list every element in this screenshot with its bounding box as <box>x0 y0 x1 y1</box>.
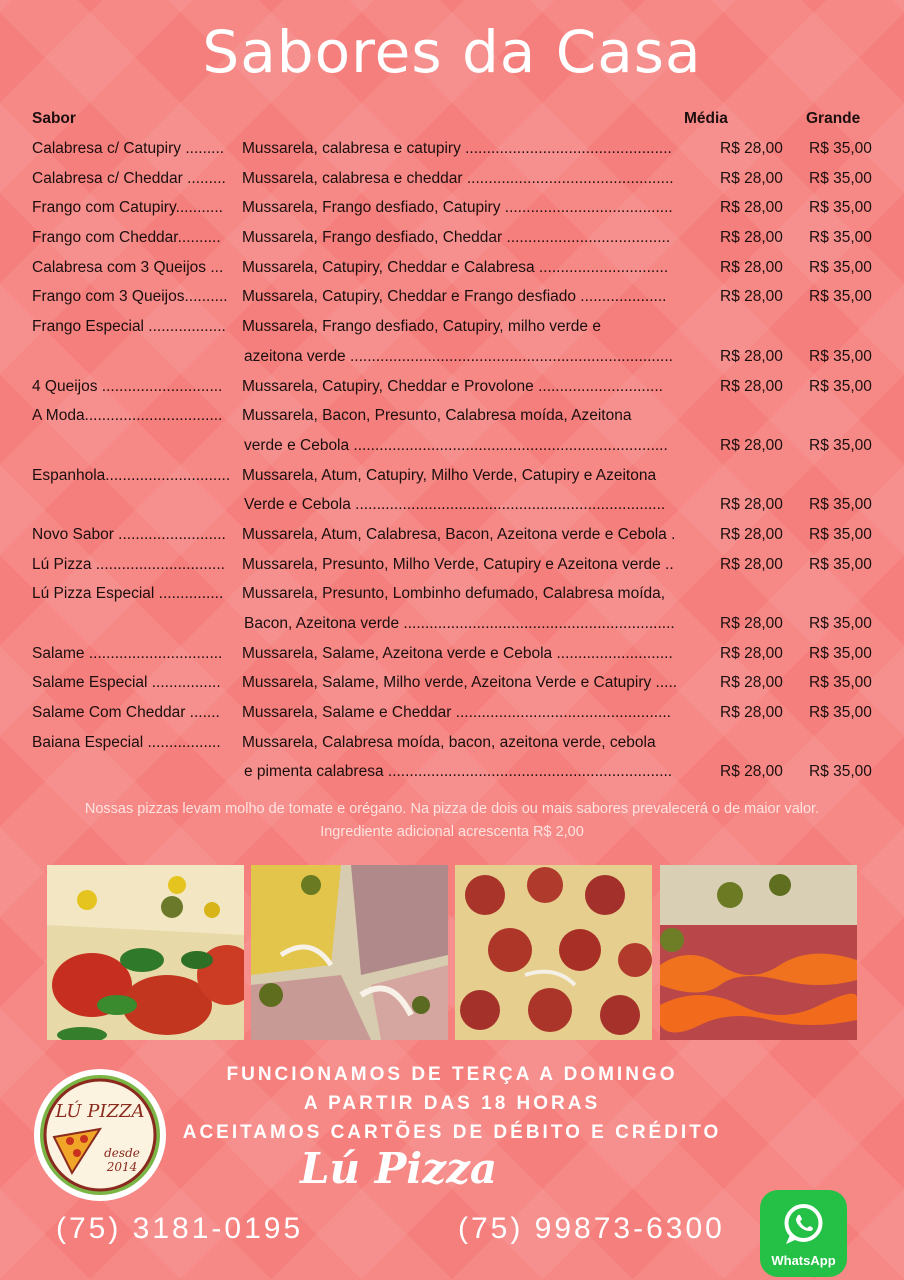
price-media: R$ 28,00 <box>720 496 783 514</box>
note-line-1: Nossas pizzas levam molho de tomate e orégano. Na pizza de dois ou mais sabores prevalecerá o de maior valor. <box>84 801 820 817</box>
flavor-ingredients: Mussarela, Frango desfiado, Catupiry, milho verde e <box>242 318 601 336</box>
flavor-name: Frango com 3 Queijos.......... <box>32 288 228 306</box>
menu-row <box>32 609 882 639</box>
flavor-ingredients: Bacon, Azeitona verde ............................................................... <box>244 615 675 632</box>
menu-row <box>32 490 882 520</box>
price-media: R$ 28,00 <box>720 555 783 573</box>
pizza-photo-peppers-olives <box>660 865 857 1040</box>
menu-row <box>32 520 882 550</box>
price-media: R$ 28,00 <box>720 704 783 722</box>
price-media: R$ 28,00 <box>720 615 783 632</box>
price-media: R$ 28,00 <box>720 347 783 365</box>
menu-row <box>32 372 882 402</box>
price-grande: R$ 35,00 <box>809 763 872 781</box>
price-grande: R$ 35,00 <box>809 674 872 692</box>
menu-row <box>32 698 882 728</box>
price-grande: R$ 35,00 <box>809 704 872 722</box>
price-media: R$ 28,00 <box>720 644 783 662</box>
flavor-ingredients: Mussarela, Atum, Calabresa, Bacon, Azeitona verde e Cebola . <box>242 525 676 543</box>
price-media: R$ 28,00 <box>720 436 783 454</box>
price-grande: R$ 35,00 <box>809 377 872 395</box>
price-media: R$ 28,00 <box>720 199 783 217</box>
phone-mobile[interactable]: (75) 99873-6300 <box>458 1212 725 1245</box>
hours-line-3: ACEITAMOS CARTÕES DE DÉBITO E CRÉDITO <box>182 1122 722 1143</box>
flavor-ingredients: Mussarela, Calabresa moída, bacon, azeitona verde, cebola <box>242 733 656 751</box>
flavor-ingredients: Mussarela, Salame, Azeitona verde e Cebola ........................... <box>242 644 673 662</box>
price-grande: R$ 35,00 <box>809 555 872 573</box>
lu-pizza-logo <box>32 1067 168 1203</box>
price-grande: R$ 35,00 <box>809 140 872 157</box>
logo-since: desde <box>104 1146 140 1160</box>
menu-row <box>32 550 882 580</box>
flavor-ingredients: Mussarela, Catupiry, Cheddar e Calabresa .............................. <box>242 258 669 276</box>
hours-line-1: FUNCIONAMOS DE TERÇA A DOMINGO <box>226 1064 678 1085</box>
flavor-name: Espanhola............................. <box>32 466 231 484</box>
phone-landline[interactable]: (75) 3181-0195 <box>56 1212 304 1245</box>
price-grande: R$ 35,00 <box>809 199 872 217</box>
flavor-ingredients: e pimenta calabresa .................................................................. <box>244 763 673 781</box>
pizza-photo-pepperoni <box>455 865 652 1040</box>
price-media: R$ 28,00 <box>720 258 783 276</box>
flavor-name: Frango com Cheddar.......... <box>32 229 221 247</box>
flavor-name: Calabresa c/ Cheddar ......... <box>32 169 226 187</box>
menu-row <box>32 461 882 491</box>
flavor-ingredients: Mussarela, Frango desfiado, Cheddar ...................................... <box>242 229 671 247</box>
flavor-name: Frango com Catupiry........... <box>32 199 223 217</box>
price-media: R$ 28,00 <box>720 288 783 306</box>
whatsapp-label: WhatsApp <box>771 1253 836 1268</box>
flavor-name: Salame Com Cheddar ....... <box>32 704 220 722</box>
logo-name: LÚ PIZZA <box>55 1101 145 1122</box>
flavor-ingredients: Mussarela, calabresa e cheddar ................................................ <box>242 169 674 187</box>
menu-row <box>32 282 882 312</box>
flavor-ingredients: Mussarela, Salame, Milho verde, Azeitona Verde e Catupiry ..... <box>242 674 678 692</box>
flavor-ingredients: Mussarela, Frango desfiado, Catupiry ....................................... <box>242 199 673 217</box>
menu-row <box>32 728 882 758</box>
pizza-photo-corn-chicken <box>251 865 448 1040</box>
price-media: R$ 28,00 <box>720 525 783 543</box>
brand-script: Lú Pizza <box>300 1144 498 1193</box>
menu-row <box>32 431 882 461</box>
price-grande: R$ 35,00 <box>809 615 872 632</box>
price-media: R$ 28,00 <box>720 377 783 395</box>
price-media: R$ 28,00 <box>720 169 783 187</box>
whatsapp-icon <box>760 1190 847 1252</box>
menu-row <box>32 342 882 372</box>
flavor-name: Lú Pizza Especial ............... <box>32 585 224 603</box>
flavor-name: Baiana Especial ................. <box>32 733 221 751</box>
menu-row <box>32 223 882 253</box>
price-media: R$ 28,00 <box>720 229 783 247</box>
price-grande: R$ 35,00 <box>809 258 872 276</box>
flavor-ingredients: Mussarela, Bacon, Presunto, Calabresa moída, Azeitona <box>242 407 632 425</box>
price-grande: R$ 35,00 <box>809 347 872 365</box>
header-sabor: Sabor <box>32 110 76 127</box>
flavor-ingredients: Verde e Cebola ........................................................................ <box>244 496 666 514</box>
flavor-ingredients: Mussarela, Presunto, Lombinho defumado, Calabresa moída, <box>242 585 666 603</box>
menu-row <box>32 134 882 164</box>
pizza-photo-tomato-basil <box>47 865 244 1040</box>
whatsapp-button[interactable] <box>760 1190 847 1277</box>
flavor-ingredients: Mussarela, Salame e Cheddar .................................................. <box>242 704 671 722</box>
flavor-ingredients: Mussarela, Atum, Catupiry, Milho Verde, Catupiry e Azeitona <box>242 466 657 484</box>
page-title: Sabores da Casa <box>202 18 702 86</box>
flavor-name: Novo Sabor ......................... <box>32 525 226 543</box>
flavor-name: Calabresa com 3 Queijos ... <box>32 258 224 276</box>
hours-line-2: A PARTIR DAS 18 HORAS <box>303 1093 601 1114</box>
flavor-ingredients: azeitona verde ........................................................................... <box>244 347 673 365</box>
menu-row <box>32 253 882 283</box>
flavor-ingredients: Mussarela, calabresa e catupiry ................................................ <box>242 140 672 157</box>
menu-row <box>32 639 882 669</box>
flavor-name: Salame Especial ................ <box>32 674 221 692</box>
logo-year: 2014 <box>106 1160 138 1174</box>
price-grande: R$ 35,00 <box>809 525 872 543</box>
flavor-ingredients: Mussarela, Catupiry, Cheddar e Provolone ............................. <box>242 377 663 395</box>
flavor-ingredients: verde e Cebola ......................................................................... <box>244 436 668 454</box>
menu-row <box>32 668 882 698</box>
pizza-photo-strip <box>47 865 857 1040</box>
price-grande: R$ 35,00 <box>809 496 872 514</box>
price-grande: R$ 35,00 <box>809 288 872 306</box>
flavor-name: 4 Queijos ............................ <box>32 377 223 395</box>
flavor-name: Salame ............................... <box>32 644 223 662</box>
flavor-ingredients: Mussarela, Presunto, Milho Verde, Catupiry e Azeitona verde .. <box>242 555 674 573</box>
flavor-name: Frango Especial .................. <box>32 318 226 336</box>
flavor-ingredients: Mussarela, Catupiry, Cheddar e Frango desfiado .................... <box>242 288 667 306</box>
price-media: R$ 28,00 <box>720 763 783 781</box>
price-media: R$ 28,00 <box>720 674 783 692</box>
menu-row <box>32 164 882 194</box>
header-grande: Grande <box>806 110 861 127</box>
menu-header <box>32 104 882 134</box>
price-grande: R$ 35,00 <box>809 229 872 247</box>
menu-table <box>32 104 882 787</box>
header-media: Média <box>684 110 728 127</box>
menu-row <box>32 193 882 223</box>
price-grande: R$ 35,00 <box>809 436 872 454</box>
price-media: R$ 28,00 <box>720 140 783 157</box>
menu-row <box>32 579 882 609</box>
menu-row <box>32 757 882 787</box>
price-grande: R$ 35,00 <box>809 644 872 662</box>
menu-row <box>32 312 882 342</box>
menu-rows <box>32 134 882 787</box>
menu-row <box>32 401 882 431</box>
flavor-name: A Moda................................ <box>32 407 223 425</box>
flavor-name: Lú Pizza .............................. <box>32 555 225 573</box>
menu-note <box>0 798 904 844</box>
price-grande: R$ 35,00 <box>809 169 872 187</box>
flavor-name: Calabresa c/ Catupiry ......... <box>32 140 225 157</box>
note-line-2: Ingrediente adicional acrescenta R$ 2,00 <box>320 824 584 840</box>
